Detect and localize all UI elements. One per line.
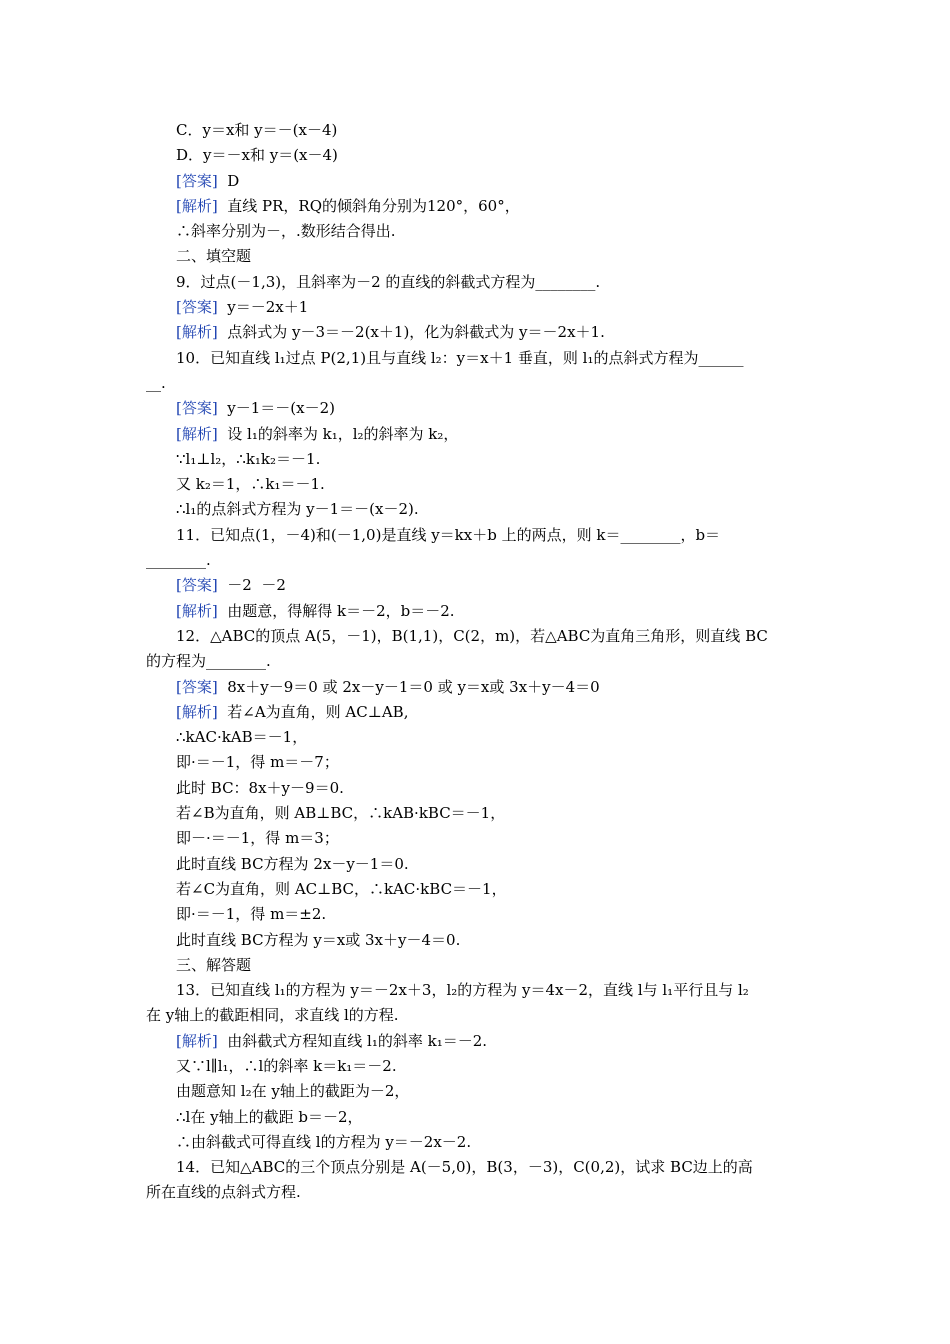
text-line xyxy=(146,194,806,219)
text-line xyxy=(146,700,806,725)
line-text: 点斜式为 y－3＝－2(x＋1)，化为斜截式为 y＝－2x＋1. xyxy=(217,323,605,342)
line-text: 在 y轴上的截距相同，求直线 l的方程. xyxy=(146,1006,399,1025)
line-text: 若∠C为直角，则 AC⊥BC，∴kAC·kBC＝－1， xyxy=(176,879,507,898)
text-line xyxy=(146,295,806,320)
line-text: 所在直线的点斜式方程. xyxy=(146,1183,301,1202)
line-text: 又 k₂＝1，∴k₁＝－1. xyxy=(176,475,325,494)
line-text: 此时 BC：8x＋y－9＝0. xyxy=(176,778,344,797)
text-line xyxy=(146,1180,806,1205)
line-text: 设 l₁的斜率为 k₁，l₂的斜率为 k₂， xyxy=(217,424,459,443)
text-line xyxy=(146,320,806,345)
line-text: 10．已知直线 l₁过点 P(2,1)且与直线 l₂：y＝x＋1 垂直，则 l₁的点斜式方程为______ xyxy=(176,348,744,367)
answer-tag: [答案] xyxy=(176,399,218,418)
text-line xyxy=(146,396,806,421)
text-line xyxy=(146,573,806,598)
line-text: 三、解答题 xyxy=(176,955,252,974)
line-text: 由斜截式方程知直线 l₁的斜率 k₁＝－2. xyxy=(217,1031,488,1050)
line-text: ∴l₁的点斜式方程为 y－1＝－(x－2). xyxy=(176,500,419,519)
text-line xyxy=(146,928,806,953)
text-line xyxy=(146,1155,806,1180)
text-line xyxy=(146,750,806,775)
text-line xyxy=(146,725,806,750)
line-text: 若∠B为直角，则 AB⊥BC，∴kAB·kBC＝－1， xyxy=(176,804,506,823)
text-line xyxy=(146,1079,806,1104)
text-line xyxy=(146,523,806,548)
text-line xyxy=(146,219,806,244)
line-text: 即·＝－1，得 m＝±2. xyxy=(176,905,327,924)
text-line xyxy=(146,346,806,371)
line-text: 由题意知 l₂在 y轴上的截距为－2， xyxy=(176,1082,410,1101)
line-text: 11．已知点(1，－4)和(－1,0)是直线 y＝kx＋b 上的两点，则 k＝________，b＝ xyxy=(176,525,721,544)
answer-tag: [答案] xyxy=(176,677,218,696)
line-text: ∵l₁⊥l₂，∴k₁k₂＝－1. xyxy=(176,449,321,468)
line-text: 12．△ABC的顶点 A(5，－1)，B(1,1)，C(2，m)，若△ABC为直角三角形，则直线 BC xyxy=(176,626,768,645)
line-text: 又∵l∥l₁，∴l的斜率 k＝k₁＝－2. xyxy=(176,1056,397,1075)
line-text: D．y＝－x和 y＝(x－4) xyxy=(176,146,338,165)
line-text: 即·＝－1，得 m＝－7； xyxy=(176,753,339,772)
answer-tag: [解析] xyxy=(176,601,218,620)
line-text: ∴由斜截式可得直线 l的方程为 y＝－2x－2. xyxy=(176,1132,472,1151)
text-line xyxy=(146,1003,806,1028)
text-line xyxy=(146,1054,806,1079)
line-text: 由题意，得解得 k＝－2，b＝－2. xyxy=(217,601,455,620)
line-text: __. xyxy=(146,373,166,392)
text-line xyxy=(146,472,806,497)
text-line xyxy=(146,649,806,674)
text-line xyxy=(146,143,806,168)
answer-tag: [解析] xyxy=(176,323,218,342)
text-line xyxy=(146,270,806,295)
answer-tag: [解析] xyxy=(176,424,218,443)
text-line xyxy=(146,1130,806,1155)
text-line xyxy=(146,548,806,573)
text-line xyxy=(146,978,806,1003)
text-line xyxy=(146,118,806,143)
line-text: 此时直线 BC方程为 y＝x或 3x＋y－4＝0. xyxy=(176,930,461,949)
line-text: ∴l在 y轴上的截距 b＝－2， xyxy=(176,1107,363,1126)
line-text: ∴斜率分别为－，.数形结合得出. xyxy=(176,222,396,241)
text-line xyxy=(146,852,806,877)
text-line xyxy=(146,801,806,826)
line-text: ________. xyxy=(146,551,211,570)
line-text: y－1＝－(x－2) xyxy=(217,399,335,418)
line-text: －2 －2 xyxy=(217,576,286,595)
text-line xyxy=(146,826,806,851)
text-line xyxy=(146,1029,806,1054)
answer-tag: [答案] xyxy=(176,171,218,190)
text-line xyxy=(146,422,806,447)
text-line xyxy=(146,244,806,269)
text-line xyxy=(146,169,806,194)
text-line xyxy=(146,675,806,700)
text-line xyxy=(146,1105,806,1130)
answer-tag: [答案] xyxy=(176,298,218,317)
line-text: 的方程为________. xyxy=(146,652,271,671)
line-text: C．y＝x和 y＝－(x－4) xyxy=(176,121,338,139)
text-line xyxy=(146,624,806,649)
line-text: ∴kAC·kAB＝－1， xyxy=(176,728,308,747)
line-text: 二、填空题 xyxy=(176,247,252,266)
answer-tag: [答案] xyxy=(176,576,218,595)
text-line xyxy=(146,776,806,801)
line-text: 直线 PR，RQ的倾斜角分别为120°，60°， xyxy=(217,196,520,215)
line-text: 若∠A为直角，则 AC⊥AB, xyxy=(217,702,409,721)
text-line xyxy=(146,371,806,396)
text-line xyxy=(146,953,806,978)
line-text: D xyxy=(217,171,240,190)
answer-tag: [解析] xyxy=(176,702,218,721)
line-text: 9．过点(－1,3)，且斜率为－2 的直线的斜截式方程为________. xyxy=(176,272,601,291)
answer-tag: [解析] xyxy=(176,1031,218,1050)
text-line xyxy=(146,497,806,522)
line-text: 此时直线 BC方程为 2x－y－1＝0. xyxy=(176,854,409,873)
line-text: y＝－2x＋1 xyxy=(217,298,309,317)
document-body xyxy=(146,118,806,1206)
answer-tag: [解析] xyxy=(176,196,218,215)
line-text: 8x＋y－9＝0 或 2x－y－1＝0 或 y＝x或 3x＋y－4＝0 xyxy=(217,677,600,696)
line-text: 14．已知△ABC的三个顶点分别是 A(－5,0)，B(3，－3)，C(0,2)，试求 BC边上的高 xyxy=(176,1158,753,1177)
text-line xyxy=(146,447,806,472)
line-text: 13．已知直线 l₁的方程为 y＝－2x＋3，l₂的方程为 y＝4x－2，直线 l与 l₁平行且与 l₂ xyxy=(176,981,749,1000)
text-line xyxy=(146,877,806,902)
text-line xyxy=(146,902,806,927)
text-line xyxy=(146,599,806,624)
line-text: 即－·＝－1，得 m＝3； xyxy=(176,829,339,848)
